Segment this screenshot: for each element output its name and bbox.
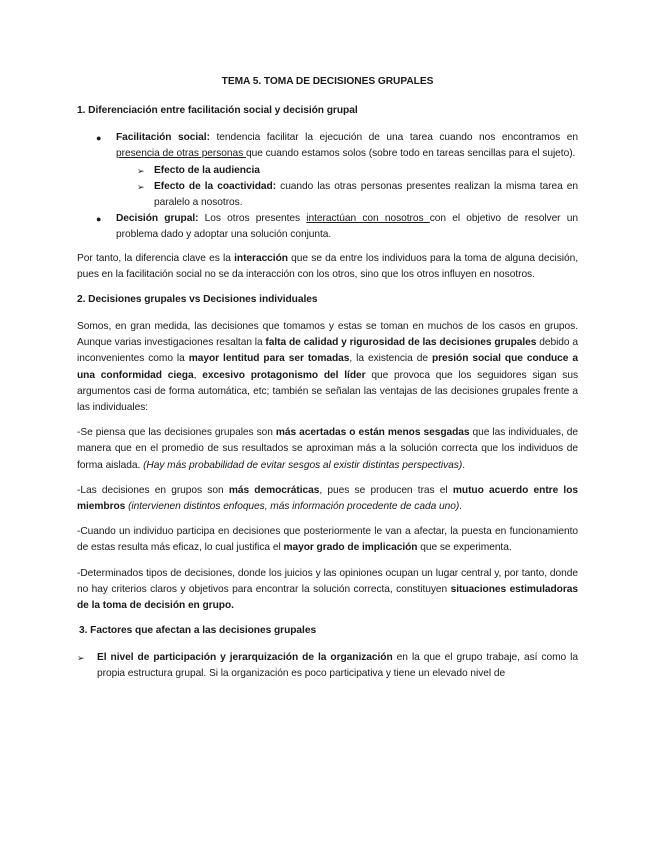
sub-list bbox=[116, 163, 578, 212]
para-text: -Las decisiones en grupos son bbox=[77, 484, 229, 496]
arrow-bullet-icon: ➢ bbox=[137, 165, 145, 176]
bullet-facilitacion-social bbox=[77, 130, 578, 211]
term-decision-grupal: Decisión grupal: bbox=[116, 213, 199, 225]
underlined-phrase: presencia de otras personas bbox=[116, 148, 246, 160]
bold-term: falta de calidad y rigurosidad de las decisiones grupales bbox=[265, 337, 537, 349]
term-facilitacion-social: Facilitación social: bbox=[116, 132, 210, 144]
para-text: -Determinados tipos de decisiones, donde los juicios y las opiniones ocupan un lugar central y, por tanto, donde no hay criterios claros y objetivos para encontrar la solución correcta, constituyen bbox=[77, 567, 578, 595]
para-text: debido a inconvenientes como la bbox=[77, 337, 578, 365]
sub-item-coactividad bbox=[116, 179, 578, 211]
underlined-phrase: interactúan con nosotros bbox=[306, 213, 430, 225]
para-text: que las individuales, de manera que en el promedio de sus resultados se aproximan más a la solución correcta que los individuos de forma aislada. bbox=[77, 427, 578, 471]
paragraph-democraticas bbox=[77, 483, 578, 515]
section-2-heading: 2. Decisiones grupales vs Decisiones individuales bbox=[77, 294, 318, 306]
para-text: Somos, en gran medida, las decisiones que tomamos y estas se toman en muchos de los casos en grupos. Aunque varias investigaciones resaltan la bbox=[77, 321, 578, 349]
para-text: -Se piensa que las decisiones grupales son bbox=[77, 427, 276, 439]
term-efecto-coactividad: Efecto de la coactividad: bbox=[154, 180, 277, 192]
bold-term: más democráticas bbox=[228, 484, 320, 496]
section-1-bullet-list bbox=[77, 130, 578, 243]
section-3-list bbox=[77, 650, 578, 682]
bold-term: El nivel de participación y jerarquización de la organización bbox=[97, 652, 393, 664]
para-text: Por tanto, la diferencia clave es la bbox=[77, 252, 235, 264]
para-text: , la existencia de bbox=[349, 353, 432, 365]
factor-item-participacion bbox=[77, 650, 578, 682]
term-efecto-audiencia: Efecto de la audiencia bbox=[154, 164, 260, 176]
bold-term: excesivo protagonismo del líder bbox=[202, 369, 366, 381]
bold-term: situaciones estimuladoras de la toma de decisión en grupo. bbox=[77, 583, 578, 612]
para-text: que se da entre los individuos para la toma de alguna decisión, pues en la facilitación social no se da interacción con los otros, sino que los otros influyen en nosotros. bbox=[77, 252, 578, 280]
bold-term: más acertadas o están menos sesgadas bbox=[275, 427, 470, 439]
bullet-text: tendencia facilitar la ejecución de una tarea cuando nos encontramos en bbox=[209, 132, 578, 144]
document-title: TEMA 5. TOMA DE DECISIONES GRUPALES bbox=[221, 76, 434, 87]
sub-item-audiencia bbox=[116, 163, 578, 179]
arrow-bullet-icon: ➢ bbox=[137, 181, 145, 192]
bullet-decision-grupal bbox=[77, 211, 578, 243]
para-text: . bbox=[459, 501, 462, 513]
bold-term: mayor grado de implicación bbox=[283, 542, 418, 554]
section-3-heading: 3. Factores que afectan a las decisiones grupales bbox=[79, 625, 317, 637]
italic-note: (Hay más probabilidad de evitar sesgos al existir distintas perspectivas) bbox=[143, 459, 463, 471]
section-1-heading: 1. Diferenciación entre facilitación social y decisión grupal bbox=[77, 105, 358, 117]
bold-term: interacción bbox=[234, 252, 288, 264]
paragraph-mas-acertadas bbox=[77, 425, 578, 474]
para-text: que se experimenta. bbox=[417, 542, 512, 554]
paragraph-diferencia-clave bbox=[77, 251, 578, 283]
list-item-text: en la que el grupo trabaje, así como la propia estructura grupal. Si la organización es poco participativa y tiene un elevado nivel de bbox=[97, 652, 578, 680]
para-text: . bbox=[462, 459, 465, 471]
paragraph-implicacion bbox=[77, 524, 578, 556]
para-text: -Cuando un individuo participa en decisiones que posteriormente le van a afectar, la puesta en funcionamiento de estas resulta más eficaz, lo cual justifica el bbox=[77, 526, 578, 554]
bullet-text: con el objetivo de resolver un problema dado y adoptar una solución conjunta. bbox=[116, 213, 578, 241]
para-text: que provoca que los seguidores sigan sus argumentos casi de forma automática, etc; también se señalan las ventajas de las decisiones grupales frente a las individuales: bbox=[77, 369, 579, 414]
bold-term: mutuo acuerdo entre los miembros bbox=[77, 484, 578, 513]
bold-term: mayor lentitud para ser tomadas bbox=[188, 353, 350, 365]
bullet-icon: ● bbox=[96, 214, 102, 225]
bullet-text: que cuando estamos solos (sobre todo en tareas sencillas para el sujeto). bbox=[245, 148, 576, 160]
bold-term: presión social que conduce a una conformidad ciega bbox=[77, 353, 579, 381]
italic-note: (intervienen distintos enfoques, más información procedente de cada uno) bbox=[128, 501, 460, 513]
paragraph-intro-decisiones bbox=[77, 319, 578, 416]
bullet-text: Los otros presentes bbox=[198, 213, 307, 225]
para-text: , pues se producen tras el bbox=[319, 484, 453, 496]
para-text: , bbox=[193, 369, 203, 381]
paragraph-situaciones-estimuladoras bbox=[77, 566, 578, 615]
sub-item-text: cuando las otras personas presentes realizan la misma tarea en paralelo a nosotros. bbox=[154, 180, 578, 209]
bullet-icon: ● bbox=[96, 133, 102, 144]
arrow-bullet-icon: ➢ bbox=[77, 653, 85, 664]
